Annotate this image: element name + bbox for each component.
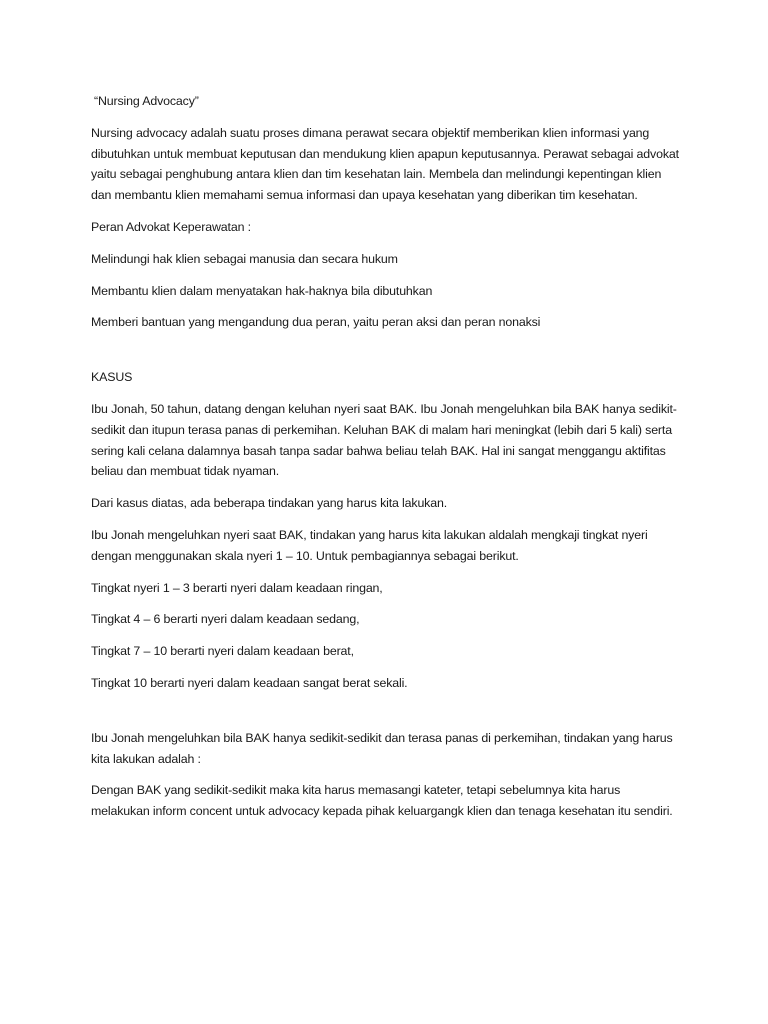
case-paragraph: Ibu Jonah, 50 tahun, datang dengan keluhan nyeri saat BAK. Ibu Jonah mengeluhkan bila BAK hanya sedikit-sedikit dan itupun terasa panas di perkemihan. Keluhan BAK di malam hari meningkat (lebih dari 5 kali) serta sering kali celana dalamnya basah tanpa sadar bahwa beliau telah BAK. Hal ini sangat menggangu aktifitas beliau dan membuat tidak nyaman. <box>91 401 677 479</box>
actions-intro-paragraph: Dari kasus diatas, ada beberapa tindakan yang harus kita lakukan. <box>91 496 448 511</box>
document-body <box>91 91 681 822</box>
intro-paragraph: Nursing advocacy adalah suatu proses dimana perawat secara objektif memberikan klien informasi yang dibutuhkan untuk membuat keputusan dan mendukung klien apapun keputusannya. Perawat sebagai advokat yaitu sebagai penghubung antara klien dan tim kesehatan lain. Membela dan melindungi kepentingan klien dan membantu klien memahami semua informasi dan upaya kesehatan yang diberikan tim kesehatan. <box>91 125 679 203</box>
case-heading: KASUS <box>91 370 133 385</box>
role-item: Memberi bantuan yang mengandung dua peran, yaitu peran aksi dan peran nonaksi <box>91 315 541 330</box>
pain-assessment-paragraph: Ibu Jonah mengeluhkan nyeri saat BAK, tindakan yang harus kita lakukan aldalah mengkaji tingkat nyeri dengan menggunakan skala nyeri 1 – 10. Untuk pembagiannya sebagai berikut. <box>91 527 648 563</box>
pain-level-item: Tingkat 4 – 6 berarti nyeri dalam keadaan sedang, <box>91 612 360 627</box>
roles-heading: Peran Advokat Keperawatan : <box>91 219 251 234</box>
role-item: Melindungi hak klien sebagai manusia dan secara hukum <box>91 251 398 266</box>
role-item: Membantu klien dalam menyatakan hak-haknya bila dibutuhkan <box>91 283 433 298</box>
pain-level-item: Tingkat nyeri 1 – 3 berarti nyeri dalam keadaan ringan, <box>91 580 383 595</box>
pain-level-item: Tingkat 10 berarti nyeri dalam keadaan sangat berat sekali. <box>91 675 408 690</box>
burning-complaint-paragraph: Ibu Jonah mengeluhkan bila BAK hanya sedikit-sedikit dan terasa panas di perkemihan, tindakan yang harus kita lakukan adalah : <box>91 730 673 766</box>
pain-level-item: Tingkat 7 – 10 berarti nyeri dalam keadaan berat, <box>91 644 354 659</box>
document-title: “Nursing Advocacy” <box>94 94 199 108</box>
catheter-action-paragraph: Dengan BAK yang sedikit-sedikit maka kita harus memasangi kateter, tetapi sebelumnya kita harus melakukan inform concent untuk advocacy kepada pihak keluargangk klien dan tenaga kesehatan itu sendiri. <box>91 783 673 819</box>
